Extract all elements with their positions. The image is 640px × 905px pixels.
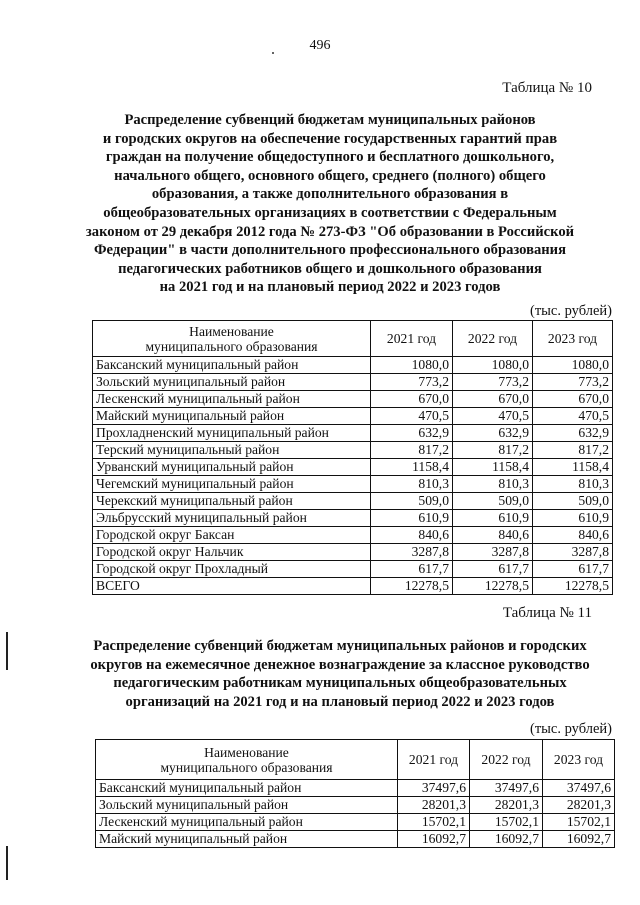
table-10-units: (тыс. рублей) — [530, 303, 612, 319]
table-header-row — [96, 740, 615, 780]
value-2021-cell: 817,2 — [371, 442, 453, 459]
value-2021-cell: 12278,5 — [371, 578, 453, 595]
row-name-cell: Майский муниципальный район — [96, 831, 398, 848]
value-2023-cell: 810,3 — [533, 476, 613, 493]
table-header-row — [93, 321, 613, 357]
value-2022-cell: 28201,3 — [470, 797, 543, 814]
value-2023-cell: 37497,6 — [543, 780, 615, 797]
column-header-2022: 2022 год — [470, 740, 543, 780]
row-name-cell: Лескенский муниципальный район — [96, 814, 398, 831]
value-2022-cell: 817,2 — [453, 442, 533, 459]
value-2023-cell: 3287,8 — [533, 544, 613, 561]
value-2023-cell: 15702,1 — [543, 814, 615, 831]
table-row — [93, 425, 613, 442]
row-name-cell: Баксанский муниципальный район — [96, 780, 398, 797]
column-header-2021: 2021 год — [371, 321, 453, 357]
value-2021-cell: 3287,8 — [371, 544, 453, 561]
value-2021-cell: 617,7 — [371, 561, 453, 578]
table-11-label: Таблица № 11 — [502, 605, 592, 621]
page-number: 496 — [309, 38, 331, 53]
row-name-cell: Городской округ Нальчик — [93, 544, 371, 561]
row-name-cell: Городской округ Баксан — [93, 527, 371, 544]
row-name-cell: Урванский муниципальный район — [93, 459, 371, 476]
table-row — [93, 459, 613, 476]
value-2021-cell: 1158,4 — [371, 459, 453, 476]
value-2022-cell: 617,7 — [453, 561, 533, 578]
column-header-name: Наименование муниципального образования — [96, 740, 398, 780]
row-name-cell: Зольский муниципальный район — [93, 374, 371, 391]
value-2021-cell: 37497,6 — [398, 780, 470, 797]
table-row — [96, 831, 615, 848]
row-name-cell: Прохладненский муниципальный район — [93, 425, 371, 442]
table-row — [93, 442, 613, 459]
value-2022-cell: 16092,7 — [470, 831, 543, 848]
row-name-cell: Лескенский муниципальный район — [93, 391, 371, 408]
value-2022-cell: 12278,5 — [453, 578, 533, 595]
value-2021-cell: 16092,7 — [398, 831, 470, 848]
value-2023-cell: 1158,4 — [533, 459, 613, 476]
table-11-units: (тыс. рублей) — [530, 721, 612, 737]
table-11 — [95, 739, 615, 848]
table-row — [93, 493, 613, 510]
value-2021-cell: 15702,1 — [398, 814, 470, 831]
row-name-cell: Эльбрусский муниципальный район — [93, 510, 371, 527]
row-name-cell: Городской округ Прохладный — [93, 561, 371, 578]
table-row — [93, 544, 613, 561]
table-row — [93, 391, 613, 408]
margin-mark — [6, 632, 8, 670]
value-2022-cell: 509,0 — [453, 493, 533, 510]
value-2021-cell: 670,0 — [371, 391, 453, 408]
value-2022-cell: 3287,8 — [453, 544, 533, 561]
table-row — [96, 814, 615, 831]
table-11-title: Распределение субвенций бюджетам муниципальных районов и городских округов на ежемесячное денежное вознаграждение за классное руководство педагогическим работникам муниципальных общеобразовательных организаций на 2021 год и на плановый период 2022 и 2023 годов — [90, 638, 590, 710]
value-2022-cell: 840,6 — [453, 527, 533, 544]
value-2022-cell: 470,5 — [453, 408, 533, 425]
value-2023-cell: 1080,0 — [533, 357, 613, 374]
value-2023-cell: 509,0 — [533, 493, 613, 510]
row-name-cell: Черекский муниципальный район — [93, 493, 371, 510]
value-2023-cell: 632,9 — [533, 425, 613, 442]
row-name-cell: Терский муниципальный район — [93, 442, 371, 459]
column-header-2023: 2023 год — [533, 321, 613, 357]
table-10-label: Таблица № 10 — [502, 80, 592, 96]
row-name-cell: Зольский муниципальный район — [96, 797, 398, 814]
value-2022-cell: 632,9 — [453, 425, 533, 442]
value-2023-cell: 840,6 — [533, 527, 613, 544]
value-2021-cell: 773,2 — [371, 374, 453, 391]
margin-mark — [6, 846, 8, 880]
value-2022-cell: 1080,0 — [453, 357, 533, 374]
value-2023-cell: 817,2 — [533, 442, 613, 459]
table-row — [96, 780, 615, 797]
row-name-cell: Чегемский муниципальный район — [93, 476, 371, 493]
table-row — [93, 561, 613, 578]
table-row — [93, 374, 613, 391]
table-row — [93, 510, 613, 527]
value-2022-cell: 670,0 — [453, 391, 533, 408]
table-row — [93, 408, 613, 425]
value-2023-cell: 470,5 — [533, 408, 613, 425]
value-2021-cell: 610,9 — [371, 510, 453, 527]
table-row — [93, 527, 613, 544]
table-row — [93, 476, 613, 493]
table-row — [93, 357, 613, 374]
value-2023-cell: 12278,5 — [533, 578, 613, 595]
row-name-cell: ВСЕГО — [93, 578, 371, 595]
value-2022-cell: 15702,1 — [470, 814, 543, 831]
value-2022-cell: 1158,4 — [453, 459, 533, 476]
table-10 — [92, 320, 613, 595]
value-2021-cell: 810,3 — [371, 476, 453, 493]
column-header-2022: 2022 год — [453, 321, 533, 357]
column-header-2021: 2021 год — [398, 740, 470, 780]
value-2023-cell: 16092,7 — [543, 831, 615, 848]
value-2022-cell: 610,9 — [453, 510, 533, 527]
value-2023-cell: 670,0 — [533, 391, 613, 408]
value-2021-cell: 509,0 — [371, 493, 453, 510]
table-row — [93, 578, 613, 595]
value-2021-cell: 28201,3 — [398, 797, 470, 814]
value-2023-cell: 610,9 — [533, 510, 613, 527]
column-header-2023: 2023 год — [543, 740, 615, 780]
value-2022-cell: 37497,6 — [470, 780, 543, 797]
value-2021-cell: 1080,0 — [371, 357, 453, 374]
table-10-title: Распределение субвенций бюджетам муниципальных районов и городских округов на обеспечение государственных гарантий прав граждан на получение общедоступного и бесплатного дошкольного, начального общего, основного общего, среднего (полного) общего образования, а также дополнительного образования в общеобразовательных организациях в соответствии с Федеральным законом от 29 декабря 2012 года № 273-ФЗ "Об образовании в Российской Федерации" в части дополнительного профессионального образования педагогических работников общего и дошкольного образования на 2021 год и на плановый период 2022 и 2023 годов — [85, 112, 575, 296]
row-name-cell: Майский муниципальный район — [93, 408, 371, 425]
column-header-name: Наименование муниципального образования — [93, 321, 371, 357]
table-row — [96, 797, 615, 814]
value-2023-cell: 617,7 — [533, 561, 613, 578]
row-name-cell: Баксанский муниципальный район — [93, 357, 371, 374]
value-2023-cell: 28201,3 — [543, 797, 615, 814]
value-2021-cell: 470,5 — [371, 408, 453, 425]
value-2023-cell: 773,2 — [533, 374, 613, 391]
value-2022-cell: 773,2 — [453, 374, 533, 391]
value-2022-cell: 810,3 — [453, 476, 533, 493]
value-2021-cell: 840,6 — [371, 527, 453, 544]
value-2021-cell: 632,9 — [371, 425, 453, 442]
